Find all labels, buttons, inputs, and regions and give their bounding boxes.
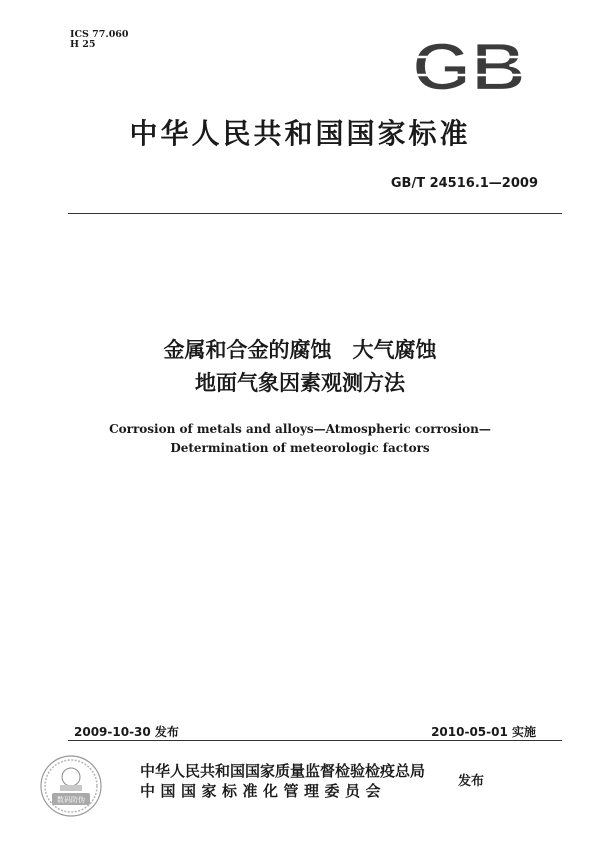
- seal-text: 数码防伪: [57, 796, 85, 804]
- gb-logo-text: GB: [412, 36, 526, 96]
- chinese-title-line-2: 地面气象因素观测方法: [195, 371, 405, 395]
- anti-counterfeit-seal-icon: [38, 753, 104, 819]
- standard-category-title: 中华人民共和国国家标准: [129, 117, 471, 150]
- gb-logo: [410, 36, 528, 96]
- issuer-line-2: 中国国家标准化管理委员会: [140, 782, 387, 800]
- bottom-divider: [68, 740, 562, 741]
- implementation-date: 2010-05-01 实施: [431, 725, 536, 739]
- ccs-code: H 25: [70, 39, 96, 50]
- top-divider: [68, 213, 562, 214]
- english-title-line-2: Determination of meteorologic factors: [170, 441, 430, 455]
- classification-codes: [70, 30, 129, 50]
- english-title-line-1: Corrosion of metals and alloys—Atmospheric corrosion—: [109, 422, 491, 436]
- standard-number: GB/T 24516.1—2009: [390, 176, 538, 191]
- issue-date: 2009-10-30 发布: [74, 725, 179, 739]
- issuer-line-1: 中华人民共和国国家质量监督检验检疫总局: [140, 762, 426, 780]
- chinese-title-line-1: 金属和合金的腐蚀 大气腐蚀: [163, 338, 437, 362]
- publish-label: 发布: [458, 774, 485, 789]
- ics-code: ICS 77.060: [70, 29, 129, 40]
